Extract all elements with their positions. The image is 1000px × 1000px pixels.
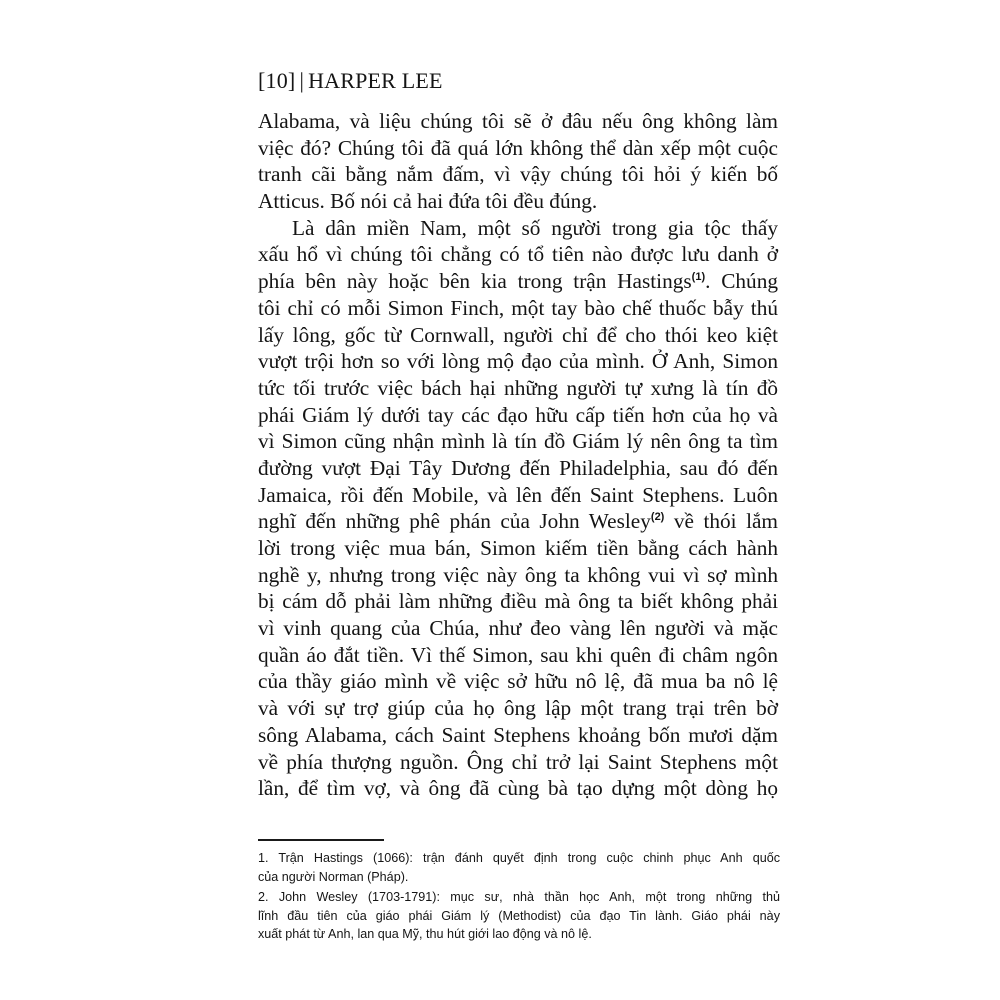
footnote-marker-2: (2) [650, 511, 665, 524]
footnote-2-line: lĩnh đầu tiên của giáo phái Giám lý (Methodist) của đạo Tin lành. Giáo phái này [258, 908, 780, 923]
text-line: về phía thượng nguồn. Ông chỉ trở lại Saint Stephens một [258, 749, 778, 774]
text-line: lần, để tìm vợ, và ông đã cùng bà tạo dựng một dòng họ [258, 776, 778, 801]
body-text [258, 108, 778, 802]
footnote-2-line: xuất phát từ Anh, lan qua Mỹ, thu hút giới lao động và nô lệ. [258, 927, 592, 942]
author-name: HARPER LEE [308, 68, 443, 93]
text-line: nghề y, nhưng trong việc này ông ta không vui vì sợ mình [258, 562, 778, 587]
text-line: tôi chỉ có mỗi Simon Finch, một tay bào chế thuốc bẫy thú [258, 295, 778, 320]
text-line: vì vinh quang của Chúa, như đeo vàng lên người và mặc [258, 616, 778, 641]
text-line: đường vượt Đại Tây Dương đến Philadelphia, sau đó đến [258, 455, 778, 480]
text-line: Alabama, và liệu chúng tôi sẽ ở đâu nếu ông không làm [258, 109, 778, 133]
header-separator: | [299, 68, 305, 93]
footnote-1-line: của người Norman (Pháp). [258, 869, 409, 884]
footnote-divider [258, 839, 384, 841]
text-line: và với sự trợ giúp của họ ông lập một trang trại trên bờ [258, 696, 778, 721]
text-line: tranh cãi bằng nắm đấm, vì vậy chúng tôi hỏi ý kiến bố [258, 162, 778, 187]
text-line: phái Giám lý dưới tay các đạo hữu cấp tiến hơn của họ và [258, 402, 778, 427]
text-line: Là dân miền Nam, một số người trong gia tộc thấy [292, 215, 778, 240]
text-line: vì Simon cũng nhận mình là tín đồ Giám lý nên ông ta tìm [258, 429, 778, 454]
text-line: quần áo đắt tiền. Vì thế Simon, sau khi quên đi châm ngôn [258, 642, 778, 667]
text-fragment: về thói lắm [664, 509, 779, 534]
text-line-with-footnote [258, 268, 778, 295]
text-fragment: . Chúng [705, 269, 778, 294]
text-line: bị cám dỗ phải làm những điều mà ông ta biết không phải [258, 589, 778, 614]
running-head [258, 68, 443, 94]
footnote-marker-1: (1) [691, 271, 706, 284]
text-line: vượt trội hơn so với lòng mộ đạo của mình. Ở Anh, Simon [258, 349, 778, 374]
page-number: [10] [258, 68, 296, 93]
text-line: Atticus. Bố nói cả hai đứa tôi đều đúng. [258, 189, 598, 214]
text-line: Jamaica, rồi đến Mobile, và lên đến Saint Stephens. Luôn [258, 482, 778, 507]
text-line: lấy lông, gốc từ Cornwall, người chỉ để cho thói keo kiệt [258, 322, 778, 347]
text-line: tức tối trước việc bách hại những người tự xưng là tín đồ [258, 375, 778, 400]
text-fragment: nghĩ đến những phê phán của John Wesley [258, 509, 651, 534]
text-fragment: phía bên này hoặc bên kia trong trận Hastings [258, 269, 692, 294]
footnote-2-line: 2. John Wesley (1703-1791): mục sư, nhà thần học Anh, một trong những thủ [258, 890, 780, 905]
footnotes [258, 849, 780, 944]
text-line: sông Alabama, cách Saint Stephens khoảng bốn mươi dặm [258, 722, 778, 747]
text-line: việc đó? Chúng tôi đã quá lớn không thể dàn xếp một cuộc [258, 135, 778, 160]
text-line: xấu hổ vì chúng tôi chẳng có tổ tiên nào được lưu danh ở [258, 242, 778, 267]
text-line: của thầy giáo mình về việc sở hữu nô lệ, đã mua ba nô lệ [258, 669, 778, 694]
text-line: lời trong việc mua bán, Simon kiếm tiền bằng cách hành [258, 536, 778, 560]
text-line-with-footnote [258, 508, 778, 535]
footnote-1-line: 1. Trận Hastings (1066): trận đánh quyết định trong cuộc chinh phục Anh quốc [258, 851, 780, 865]
